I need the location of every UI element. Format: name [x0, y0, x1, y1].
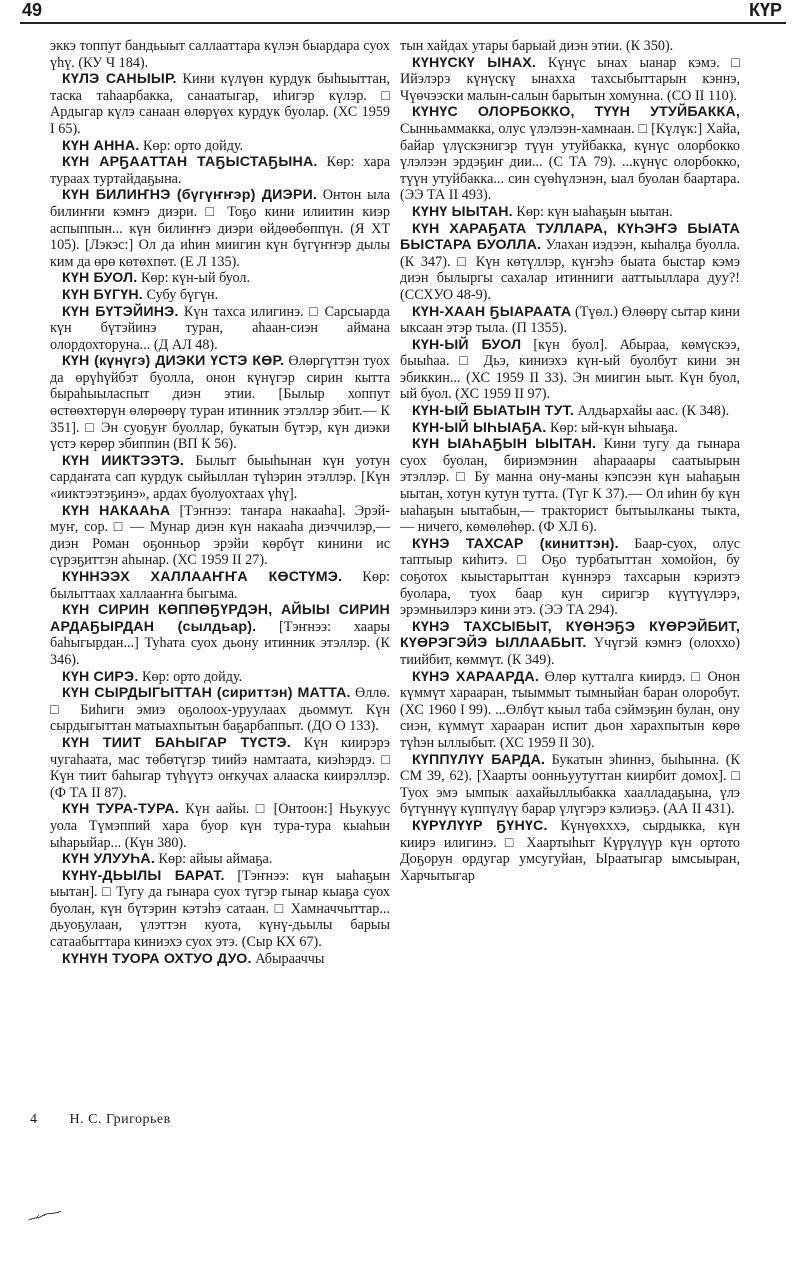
- entry-definition: Көр: айыы аймаҕа.: [154, 851, 273, 868]
- entry-headword: КҮН СИРИН КӨППӨҔҮРДЭН, АЙЫЫ СИРИН АРДАҔЫРДАН (сылдьар).: [50, 602, 390, 635]
- entry-headword: КҮН ЫАҺАҔЫН ЫЫТАН.: [412, 436, 597, 453]
- entry-headword: КҮНЭ ХАРААРДА.: [412, 668, 539, 685]
- dictionary-entry: [50, 685, 390, 735]
- left-column: [50, 38, 390, 1104]
- running-head: КҮР: [748, 0, 782, 20]
- entry-headword: КҮНҮСКҮ ЫНАХ.: [412, 54, 537, 71]
- dictionary-entry: [50, 569, 390, 602]
- dictionary-entry: [50, 453, 390, 503]
- entry-headword: КҮН БҮТЭЙИНЭ.: [62, 303, 179, 320]
- dictionary-entry: [50, 187, 390, 270]
- entry-headword: КҮН АННА.: [62, 137, 140, 154]
- sheet-number: 4: [30, 1112, 38, 1127]
- entry-headword: КҮНЭ ТАХСАР (киниттэн).: [412, 535, 619, 552]
- entry-headword: КҮН БҮГҮН.: [62, 286, 143, 303]
- dictionary-entry: [400, 55, 740, 105]
- dictionary-entry: [50, 353, 390, 453]
- entry-definition: Онтон ыла билиҥҥи кэмҥэ диэри. □ Тоҕо кини илиитин киэр аспыппын... күн билиҥҥэ диэри өйдөөбөппүн. (Я ХТ 105). [Лэкэс:] Ол да иһин миигин күн бүгүҥҥэр дылы ким да өрө көтөхпөт. (Е Л 135).: [50, 187, 390, 270]
- entry-definition: Көр: ый-күн ыһыаҕа.: [546, 419, 678, 436]
- entry-headword: КҮН СЫРДЫГЫТТАН (сириттэн) МАТТА.: [62, 685, 351, 702]
- entry-headword: КҮН (күнүгэ) ДИЭКИ ҮСТЭ КӨР.: [62, 353, 285, 370]
- dictionary-entry: [50, 138, 390, 155]
- entry-definition: Сынньаммакка, олус үлэлээн-хамнаан. □ [Күлүк:] Хайа, байар үлүскэнигэр түүн утуйбакка, күнүс олорбокко үлэлээн эрдэҕиҥ дии... (С ТА 79). ...күнүс олорбокко, түүн утуйбакка... син сүөһүлэнэн, ыал буолан баартара. (ЭЭ ТА II 493).: [400, 120, 740, 204]
- entry-headword: КҮН УЛУУҺА.: [62, 851, 155, 868]
- entry-definition: Өлөргүттэн туох да өрүһүйбэт буолла, онон күнүгэр сирин кытта быраһыыласпыт диэн этии. [Былыр хоппут өстөөхтөрүн өлөрөөрү туран итинник этэллэр эбит.— К 351]. □ Эн суоҕуҥ буоллар, букатын бүтэр, күн диэки үстэ көрөр эбиппин (ВП К 56).: [50, 353, 390, 453]
- dictionary-entry: [50, 38, 390, 71]
- dictionary-entry: [50, 270, 390, 287]
- entry-headword: КҮН ИИКТЭЭТЭ.: [62, 452, 185, 469]
- entry-headword: КҮН-ХААН ҔЫАРААТА: [412, 303, 572, 320]
- right-column: [400, 38, 740, 1104]
- dictionary-entry: [50, 602, 390, 668]
- entry-definition: Күнүс ынах ыанар кэмэ. □ Ийэлэрэ күнүскү ынахха тахсыбыттарын кэннэ, Чүөчээски малын-салын барытын хомунна. (СО II 110).: [400, 54, 740, 104]
- dictionary-entry: [400, 818, 740, 884]
- entry-definition: Улахан иэдээн, кыһалҕа буолла. (К 347). □ Күн көтүллэр, күҥэһэ быата быстар кэмэ диэн былыргы сахалар итинниги ааттыыллара дуу?! (ССХУО 48-9).: [400, 237, 740, 303]
- entry-definition: тын хайдах утары барыай диэн этии. (К 350).: [400, 38, 674, 54]
- entry-definition: Субу бүгүн.: [142, 286, 219, 303]
- entry-headword: КҮНЭ ТАХСЫБЫТ, КҮӨНЭҔЭ КҮӨРЭЙБИТ, КҮӨРЭГЭЙЭ ЫЛЛААБЫТ.: [400, 618, 740, 652]
- entry-definition: Кини тугу да гынара суох буолан, бириэмэнин аһарааары саатыырын этэллэр. □ Бу манна ону-маны кэпсээн күн ыаһаҕын ыытан, хотун кутун тутта. (Түг К 37).— Ол иһин бу күн ыаһаҕын ыытабын,— тракторист бытыылканы тыкта,— ничего, көмөлөһөр. (Ф ХЛ 6).: [400, 436, 740, 536]
- entry-definition: Күнүөхххэ, сырдыкка, күн киирэ илигинэ. □ Хаартыһыт Күрүлүүр күн ортото Доҕорун ордугар умсугуйан, Ыраатыгар ымсыыран, Харчытыгар: [400, 817, 740, 884]
- entry-definition: Көр: орто дойду.: [139, 137, 244, 154]
- entry-definition: Өлөр кутталга киирдэ. □ Онон күммүт харааран, тыыммыт тымныйан баран олоробут. (ХС 1960 I 99). ...Өлбүт кыыл таба сэймэҕин булан, ону сиэн, күммүт харааран испит дьон харахпытын көрө түһэн ыллыбыт. (ХС 1959 II 30).: [400, 668, 740, 751]
- entry-headword: КҮННЭЭХ ХАЛЛААҤҤА КӨСТҮМЭ.: [62, 569, 343, 585]
- entry-headword: КҮНҮ-ДЬЫЛЫ БАРАТ.: [62, 867, 225, 884]
- dictionary-entry: [400, 304, 740, 337]
- entry-headword: КҮН ХАРАҔАТА ТУЛЛАРА, КҮҺЭҤЭ БЫАТА БЫСТАРА БУОЛЛА.: [400, 220, 740, 254]
- dictionary-entry: [400, 669, 740, 752]
- entry-headword: КҮНҮН ТУОРА ОХТУО ДУО.: [62, 950, 252, 967]
- dictionary-entry: [400, 536, 740, 619]
- dictionary-entry: [50, 287, 390, 304]
- dictionary-entry: [400, 619, 740, 669]
- dictionary-entry: [400, 38, 740, 55]
- entry-headword: КҮН-ЫЙ ЫҺЫАҔА.: [412, 419, 547, 436]
- dictionary-entry: [400, 204, 740, 221]
- dictionary-entry: [50, 851, 390, 868]
- dictionary-entry: [50, 503, 390, 569]
- entry-headword: КҮН ТУРА-ТУРА.: [62, 801, 179, 818]
- entry-definition: Үчүгэй кэмҥэ (олоххо) тиийбит, көммүт. (К 349).: [400, 635, 740, 668]
- entry-definition: Күн киирэрэ чугаһаата, мас төбөтүгэр тиийэ намтаата, киэһэрдэ. □ Күн тиит баһыгар түһүүтэ оҥкучах алааска киирэллэр. (Ф ТА II 87).: [50, 734, 390, 801]
- dictionary-entry: [400, 104, 740, 204]
- entry-definition: Былыт быыһынан күн уотун сардаҥата сап курдук сыйыллан түһэрин этэллэр. [Күн «ииктээтэҕинэ», ардах буолуохтаах үһү].: [50, 452, 390, 503]
- author-name: Н. С. Григорьев: [69, 1112, 171, 1127]
- entry-definition: Көр: күн ыаһаҕын ыытан.: [512, 203, 673, 220]
- entry-headword: КҮНҮ ЫЫТАН.: [412, 203, 513, 220]
- entry-definition: Көр: орто дойду.: [138, 668, 243, 685]
- dictionary-entry: [50, 669, 390, 686]
- entry-headword: КҮН-ЫЙ БУОЛ: [412, 336, 522, 353]
- entry-definition: (Түөл.) Өлөөрү сытар кини ыксаан этэр тыла. (П 1355).: [400, 303, 740, 337]
- entry-definition: [Тэҥнээ: таҥара накааһа]. Эрэй-муҥ, сор. □ — Мунар диэн күн накааһа диэччилэр,— диэн Роман оҕонньор эрэйи көрбүт кинини ис сүрэҕиттэн аһынар. (ХС 1959 II 27).: [50, 502, 390, 569]
- dictionary-entry: [50, 868, 390, 951]
- entry-headword: КҮН-ЫЙ БЫАТЫН ТУТ.: [412, 403, 575, 420]
- entry-definition: [Тэҥнээ: хаары баһыгырдан...] Туһата суох дьону итинник этэллэр. (К 346).: [50, 618, 390, 668]
- page-footer: [30, 1112, 171, 1128]
- entry-headword: КҮН БИЛИҤНЭ (бүгүҥҥэр) ДИЭРИ.: [62, 187, 318, 204]
- entry-definition: [Тэҥнээ: күн ыаһаҕын ыытан]. □ Тугу да гынара суох түгэр гынар кыаҕа суох буолан, күн бүтэрин кэтэһэ сатаан. □ Хамначчыттар... дьуоҕулаан, үлэттэн куота, күнү-дьылы барыы сатаабыттара киниэхэ суох этэ. (Сыр КХ 67).: [50, 867, 390, 951]
- entry-definition: Күн аайы. □ [Онтоон:] Ньукуус уола Түмэппий хара буор күн тура-тура кыаһын ыһарыйар... (Күн 380).: [50, 801, 390, 851]
- entry-definition: Абырааччы: [251, 950, 325, 967]
- dictionary-entry: [400, 420, 740, 437]
- entry-definition: Алдьархайы аас. (К 348).: [574, 403, 730, 420]
- entry-headword: КҮН ТИИТ БАҺЫГАР ТҮСТЭ.: [62, 734, 291, 751]
- dictionary-entry: [400, 221, 740, 304]
- entry-definition: Көр: хара тураах туртайдаҕына.: [50, 154, 390, 187]
- entry-definition: Баар-суох, олус таптыыр киһитэ. □ Оҕо турбатыттан хомойон, бу соҕотох кыыстарыттан күннэрэ тахсарын кэриэтэ буолара, туох баар кун сиригэр күүтүүлэрэ, эрэмньилэрэ кини этэ. (ЭЭ ТА 294).: [400, 535, 740, 619]
- dictionary-entry: [50, 304, 390, 354]
- dictionary-entry: [400, 752, 740, 818]
- entry-headword: КҮН БУОЛ.: [62, 270, 138, 287]
- entry-definition: Букатын эһиннэ, быһынна. (К СМ 39, 62). [Хаарты оонньуутуттан киирбит домох]. □ Туох эмэ ымпык аахайыллыбакка хаалладаҕына, үлэ бүтүннүү күппүлүү барар үлүгэрэ кэлиэҕэ. (АА II 431).: [400, 751, 740, 818]
- ink-mark: [28, 1208, 62, 1222]
- entry-headword: КҮН СИРЭ.: [62, 668, 139, 685]
- dictionary-entry: [400, 436, 740, 536]
- entry-headword: КҮППҮЛҮҮ БАРДА.: [412, 751, 546, 768]
- entry-definition: [күн буол]. Абыраа, көмүскээ, быыһаа. □ Дьэ, киниэхэ күн-ый буолбут кини эн эбиккин... (ХС 1959 II 33). Эн миигин ыыт. Күн буол, ый буол. (ХС 1959 II 97).: [400, 336, 740, 403]
- entry-definition: Кини күлүөн курдук быһыыттан, таска таһаарбакка, санаатыгар, иһигэр күлэр. □ Ардыгар күлэ санаан өлөрүөх курдук буолар. (ХС 1959 I 65).: [50, 71, 390, 137]
- entry-definition: Күн тахса илигинэ. □ Сарсыарда күн бүтэйинэ туран, аһаан-сиэн аймана олордохторуна... (Д АЛ 48).: [50, 303, 390, 353]
- dictionary-entry: [400, 337, 740, 403]
- dictionary-entry: [400, 403, 740, 420]
- dictionary-entry: [50, 951, 390, 968]
- entry-definition: Көр: былыттаах халлааҥҥа быгыма.: [50, 569, 390, 602]
- entry-headword: КҮН АРҔААТТАН ТАҔЫСТАҔЫНА.: [62, 154, 318, 171]
- header-rule: [20, 22, 786, 24]
- entry-headword: КҮН НАКААҺА: [62, 502, 171, 519]
- entry-definition: Өллө. □ Биһиги эмиэ оҕолоох-уруулаах дьоммут. Күн сырдыгыттан матыахпытын баҕарбаппыт. (ДО О 133).: [50, 685, 390, 735]
- page-number: 49: [22, 0, 43, 20]
- dictionary-entry: [50, 801, 390, 851]
- dictionary-entry: [50, 735, 390, 801]
- entry-definition: эккэ топпут бандьыыт саллааттара күлэн быардара суох үһү. (КУ Ч 184).: [50, 38, 390, 71]
- dictionary-entry: [50, 154, 390, 187]
- entry-headword: КҮНҮС ОЛОРБОККО, ТҮҮН УТУЙБАККА,: [412, 104, 740, 121]
- dictionary-entry: [50, 71, 390, 137]
- entry-headword: КҮЛЭ САНЫЫР.: [62, 71, 177, 88]
- entry-headword: КҮРҮЛҮҮР ҔҮНҮС.: [412, 817, 548, 834]
- entry-definition: Көр: күн-ый буол.: [137, 270, 251, 287]
